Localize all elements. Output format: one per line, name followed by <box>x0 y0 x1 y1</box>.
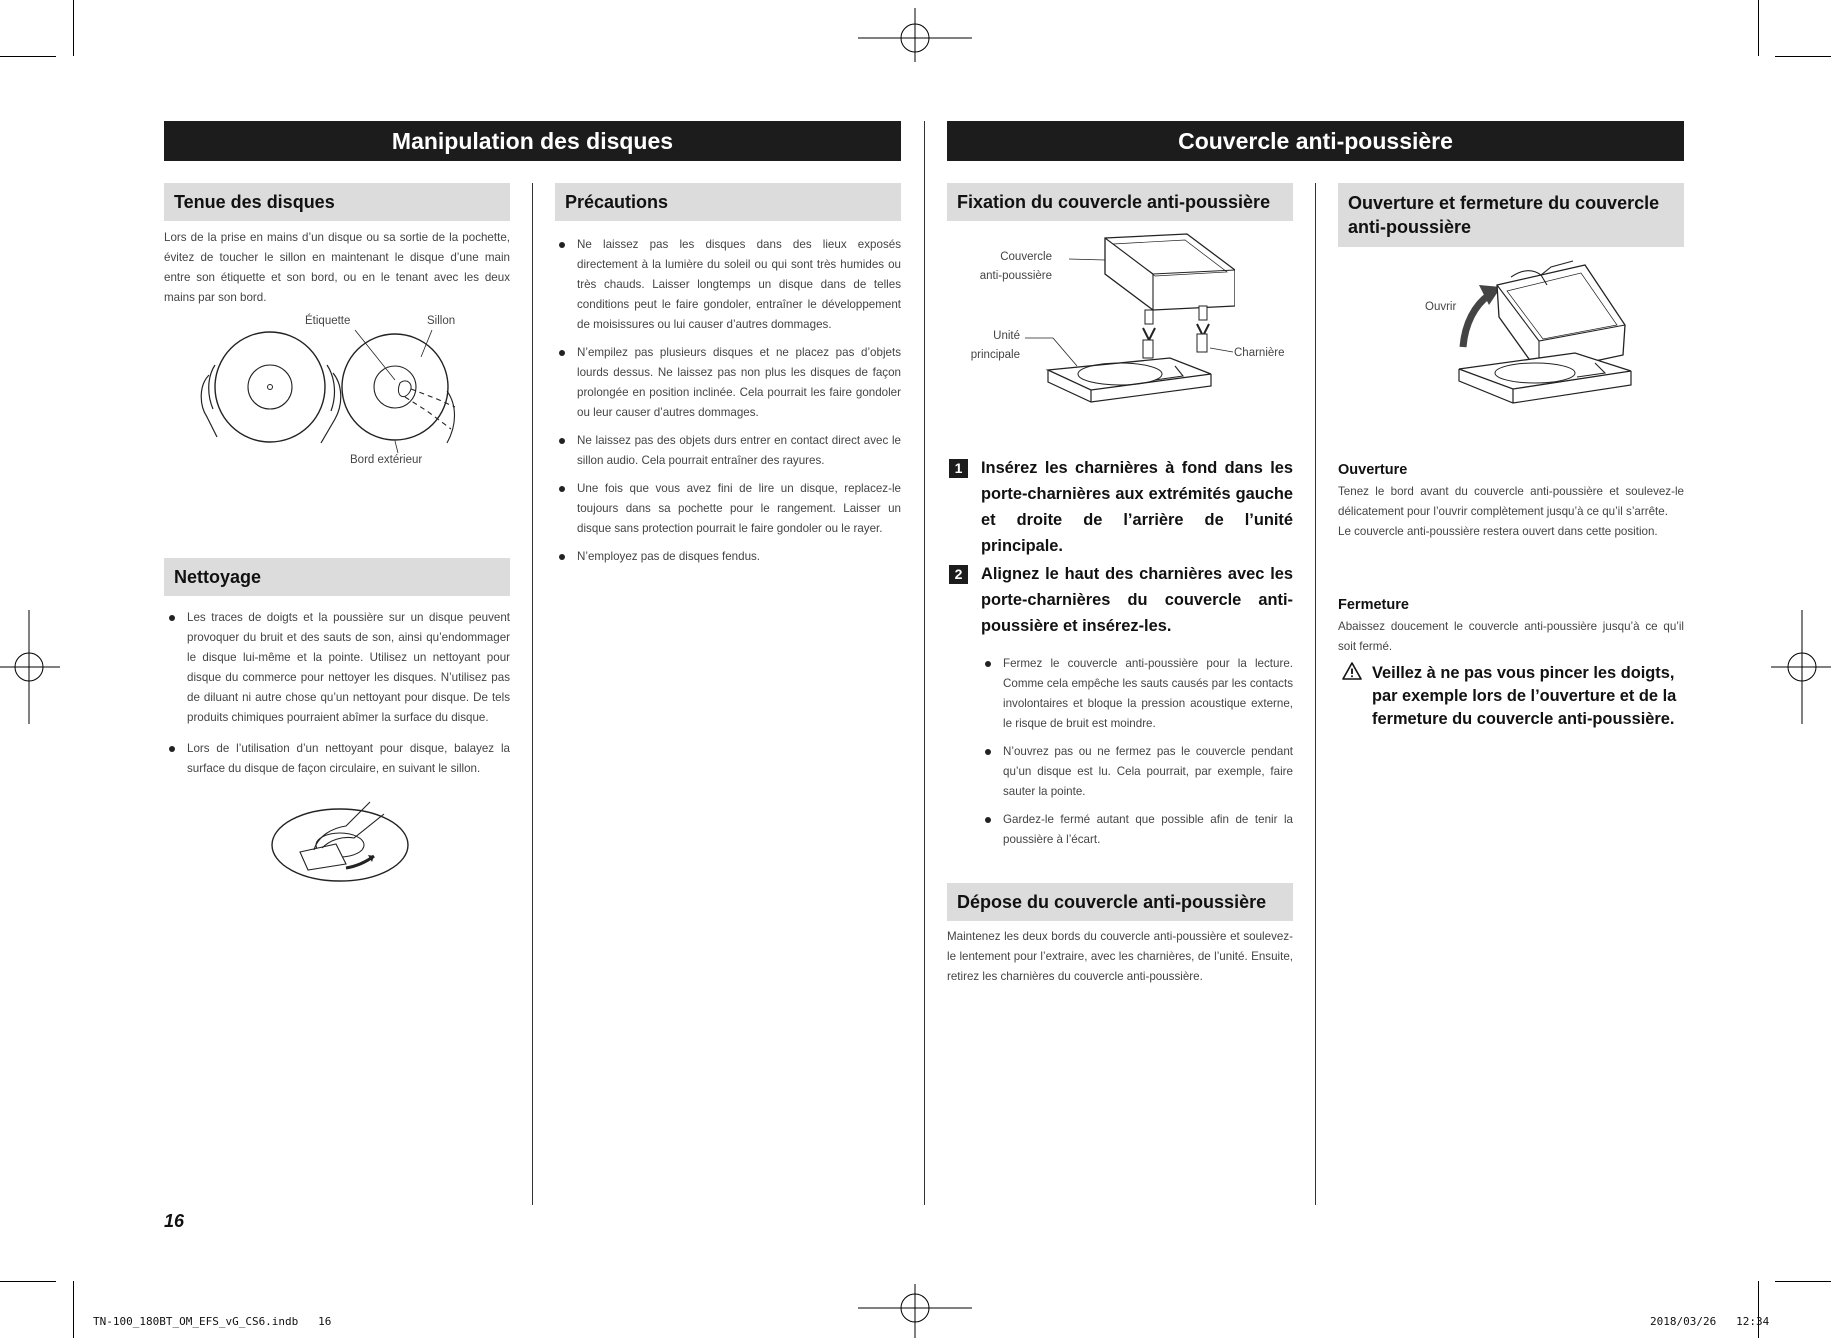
page-number: 16 <box>164 1211 185 1231</box>
step-2-text: Alignez le haut des charnières avec les porte-charnières du couvercle anti-poussière et insérez-les. <box>981 565 1293 635</box>
label-charniere: Charnière <box>1234 347 1285 359</box>
column-divider <box>1315 183 1316 1205</box>
label-sillon: Sillon <box>427 315 456 327</box>
nettoyage-list <box>167 608 510 790</box>
list-item: Ne laissez pas des objets durs entrer en contact direct avec le sillon audio. Cela pourrait entraîner des rayures. <box>557 431 901 471</box>
label-unite-principale: Unité principale <box>970 330 1020 361</box>
list-item: N’empilez pas plusieurs disques et ne placez pas d’objets lourds dessus. Ne laissez pas non plus les disques de façon prolongée en position inclinée. Cela pourrait les faire gondoler ou leur causer d’autres dommages. <box>557 343 901 423</box>
list-item: Une fois que vous avez fini de lire un disque, replacez-le toujours dans sa pochette pour le rangement. Laisser un disque sans protection pourrait le faire gondoler ou le rayer. <box>557 479 901 539</box>
fermeture-text: Abaissez doucement le couvercle anti-poussière jusqu’à ce qu’il soit fermé. <box>1338 620 1684 653</box>
section-banner-manipulation: Manipulation des disques <box>164 121 901 161</box>
disc-handling-illustration <box>195 325 470 465</box>
depose-text: Maintenez les deux bords du couvercle anti-poussière et soulevez-le lentement pour l’extraire, avec les charnières, de l’unité. Ensuite, retirez les charnières du couvercle anti-poussière. <box>947 930 1293 983</box>
label-bord-exterieur: Bord extérieur <box>350 454 423 466</box>
list-item: Lors de l’utilisation d’un nettoyant pour disque, balayez la surface du disque de façon circulaire, en suivant le sillon. <box>167 739 510 779</box>
disc-cleaning-illustration <box>266 800 414 884</box>
pinch-warning: Veillez à ne pas vous pincer les doigts, par exemple lors de l’ouverture et de la fermeture du couvercle anti-poussière. <box>1372 664 1677 728</box>
fixation-notes-list <box>983 654 1293 858</box>
tenue-heading: Tenue des disques <box>164 183 510 221</box>
hinge-installation-illustration <box>1025 230 1235 420</box>
footer-filename: TN-100_180BT_OM_EFS_vG_CS6.indb 16 <box>93 1315 332 1328</box>
step-1-text: Insérez les charnières à fond dans les porte-charnières aux extrémités gauche et droite de l’arrière de l’unité principale. <box>981 459 1293 555</box>
depose-heading: Dépose du couvercle anti-poussière <box>947 883 1293 921</box>
column-divider <box>532 183 533 1205</box>
fermeture-title: Fermeture <box>1338 597 1409 613</box>
list-item: N’employez pas de disques fendus. <box>557 547 901 567</box>
registration-mark-top-icon <box>858 8 972 68</box>
step-number-2: 2 <box>949 565 968 584</box>
label-etiquette: Étiquette <box>305 315 351 327</box>
ouverture-heading: Ouverture et fermeture du couvercle anti-poussière <box>1338 183 1684 247</box>
fixation-heading: Fixation du couvercle anti-poussière <box>947 183 1293 221</box>
lid-opening-illustration <box>1455 255 1645 415</box>
list-item: Ne laissez pas les disques dans des lieux exposés directement à la lumière du soleil ou qui sont très humides ou très chauds. Laisser longtemps un disque dans de telles conditions peut le faire gondoler, entraîner le développement de moisissures ou lui causer d’autres dommages. <box>557 235 901 335</box>
precautions-list <box>557 235 901 575</box>
tenue-text: Lors de la prise en mains d’un disque ou sa sortie de la pochette, évitez de toucher le sillon en maintenant le disque d’une main entre son étiquette et son bord, ou en le tenant avec les deux mains par son bord. <box>164 231 510 304</box>
ouverture-text: Tenez le bord avant du couvercle anti-poussière et soulevez-le délicatement pour l’ouvrir complètement jusqu’à ce qu’il s’arrête. Le couvercle anti-poussière restera ouvert dans cette position. <box>1338 485 1684 538</box>
list-item: Gardez-le fermé autant que possible afin de tenir la poussière à l’écart. <box>983 810 1293 850</box>
label-ouvrir: Ouvrir <box>1425 301 1457 313</box>
section-banner-couvercle: Couvercle anti-poussière <box>947 121 1684 161</box>
registration-mark-left-icon <box>0 610 60 724</box>
label-couvercle: Couvercle anti-poussière <box>979 251 1052 282</box>
list-item: Fermez le couvercle anti-poussière pour la lecture. Comme cela empêche les sauts causés par les contacts involontaires et bloque la pression acoustique externe, le risque de bruit est moindre. <box>983 654 1293 734</box>
nettoyage-heading: Nettoyage <box>164 558 510 596</box>
column-divider <box>924 121 925 1205</box>
registration-mark-right-icon <box>1771 610 1831 724</box>
registration-mark-bottom-icon <box>858 1280 972 1338</box>
list-item: Les traces de doigts et la poussière sur un disque peuvent provoquer du bruit et des sauts de son, ainsi qu’endommager le disque lui-même et la pointe. Utilisez un nettoyant pour disque du commerce pour nettoyer les disques. N’utilisez pas de diluant ni autre chose qu’un nettoyant pour disque. De tels produits chimiques pourraient abîmer la surface du disque. <box>167 608 510 728</box>
precautions-heading: Précautions <box>555 183 901 221</box>
footer-timestamp: 2018/03/26 12:34 <box>1650 1315 1770 1328</box>
step-number-1: 1 <box>949 459 968 478</box>
warning-icon <box>1342 662 1362 680</box>
list-item: N’ouvrez pas ou ne fermez pas le couvercle pendant qu’un disque est lu. Cela pourrait, par exemple, faire sauter la pointe. <box>983 742 1293 802</box>
ouverture-title: Ouverture <box>1338 462 1408 478</box>
